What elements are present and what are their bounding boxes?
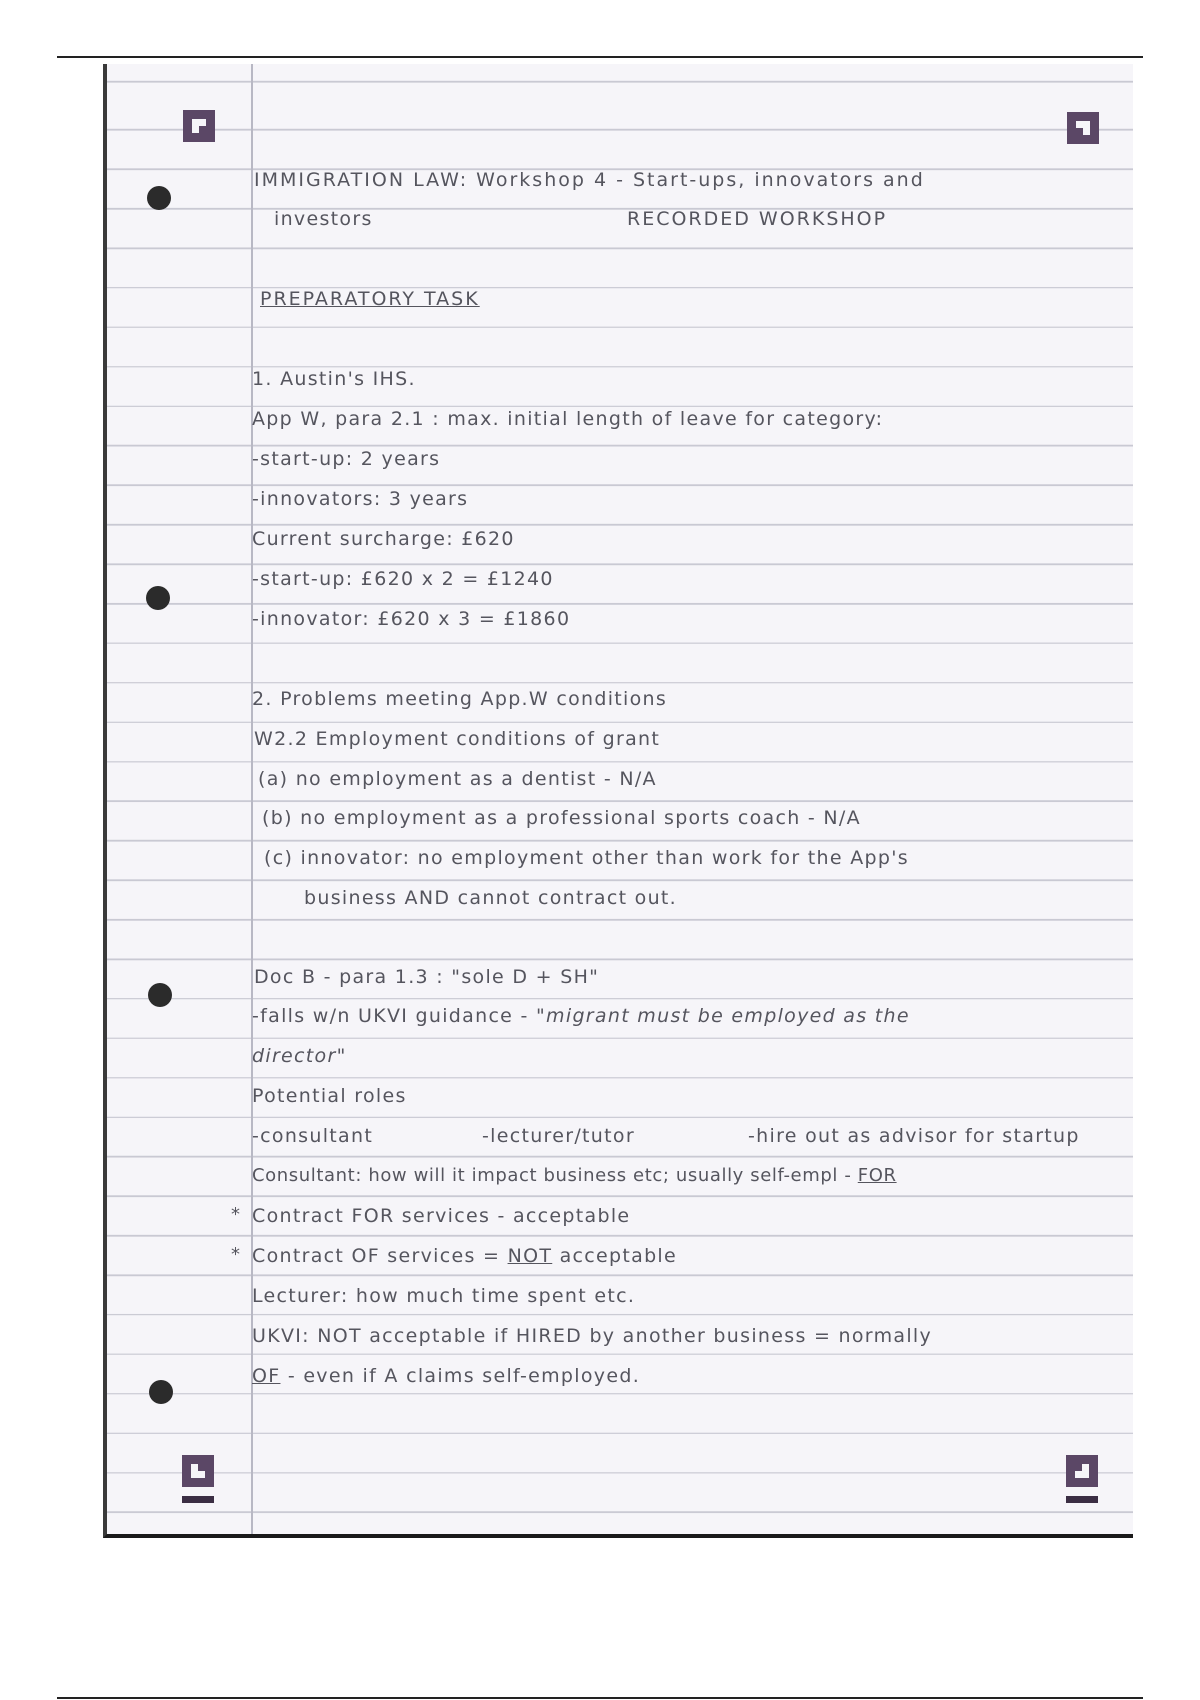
note-text: Contract OF services = <box>252 1245 508 1267</box>
note-text: Consultant: how will it impact business etc; usually self-empl - <box>252 1165 858 1186</box>
note-line: -start-up: £620 x 2 = £1240 <box>252 568 554 590</box>
corner-marker-icon <box>1066 1455 1098 1487</box>
note-line: (a) no employment as a dentist - N/A <box>258 768 657 790</box>
note-line <box>252 1244 677 1268</box>
note-text: acceptable <box>552 1245 677 1267</box>
asterisk-mark: * <box>231 1204 240 1225</box>
note-line: Current surcharge: £620 <box>252 528 515 550</box>
note-line: business AND cannot contract out. <box>304 887 678 909</box>
note-line: -innovators: 3 years <box>252 488 469 510</box>
note-text-underlined: NOT <box>507 1245 553 1267</box>
quote-text: "migrant must be employed as the <box>536 1005 910 1027</box>
punch-hole <box>146 586 170 610</box>
note-text-underlined: FOR <box>857 1165 897 1186</box>
asterisk-mark: * <box>231 1244 240 1265</box>
note-line: -consultant <box>252 1125 374 1147</box>
page-bottom-rule <box>57 1697 1143 1699</box>
note-line: Contract FOR services - acceptable <box>252 1205 631 1227</box>
corner-marker-icon <box>183 110 215 142</box>
margin-line <box>251 64 253 1534</box>
recorded-workshop-label: RECORDED WORKSHOP <box>627 208 888 230</box>
note-line: director" <box>252 1045 347 1067</box>
note-line: UKVI: NOT acceptable if HIRED by another business = normally <box>252 1325 933 1347</box>
note-line: -hire out as advisor for startup <box>748 1125 1080 1147</box>
punch-hole <box>149 1380 173 1404</box>
section-title: PREPARATORY TASK <box>260 288 480 310</box>
note-line: -innovator: £620 x 3 = £1860 <box>252 608 571 630</box>
note-line <box>252 1164 897 1188</box>
note-line <box>252 1364 640 1388</box>
corner-marker-bar <box>182 1496 214 1503</box>
note-line: -start-up: 2 years <box>252 448 441 470</box>
note-line: -lecturer/tutor <box>482 1125 635 1147</box>
page-title-line1: IMMIGRATION LAW: Workshop 4 - Start-ups, innovators and <box>254 169 925 191</box>
note-line: Doc B - para 1.3 : "sole D + SH" <box>254 966 600 988</box>
note-text-underlined: OF <box>252 1365 281 1387</box>
task2-header: 2. Problems meeting App.W conditions <box>252 688 668 710</box>
note-line: (b) no employment as a professional sports coach - N/A <box>262 807 861 829</box>
page-top-rule <box>57 56 1143 58</box>
note-line: W2.2 Employment conditions of grant <box>254 728 661 750</box>
note-text: - even if A claims self-employed. <box>280 1365 641 1387</box>
note-line: Lecturer: how much time spent etc. <box>252 1285 636 1307</box>
note-line: (c) innovator: no employment other than work for the App's <box>264 847 909 869</box>
note-line: Potential roles <box>252 1085 407 1107</box>
corner-marker-icon <box>182 1455 214 1487</box>
note-text: -falls w/n UKVI guidance - <box>252 1005 537 1027</box>
corner-marker-icon <box>1067 112 1099 144</box>
page-title-line2: investors <box>274 208 373 230</box>
punch-hole <box>147 186 171 210</box>
corner-marker-bar <box>1066 1496 1098 1503</box>
punch-hole <box>148 983 172 1007</box>
note-line <box>252 1004 910 1028</box>
lined-paper-sheet <box>103 64 1133 1538</box>
task1-header: 1. Austin's IHS. <box>252 368 416 390</box>
note-line: App W, para 2.1 : max. initial length of leave for category: <box>252 408 884 430</box>
